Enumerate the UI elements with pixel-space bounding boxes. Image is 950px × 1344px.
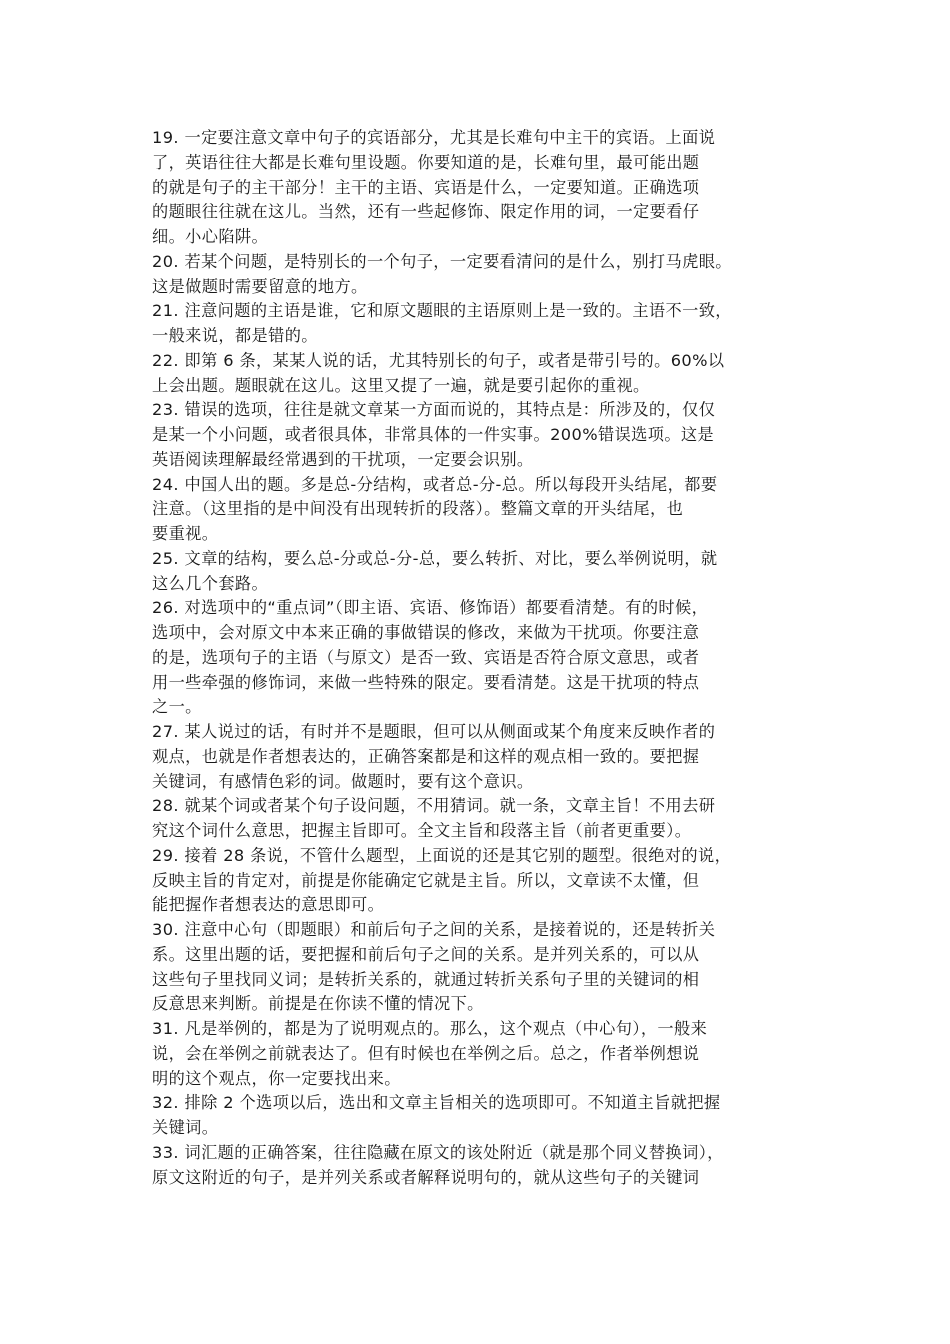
text-line: 细。小心陷阱。: [152, 227, 269, 246]
text-line: 24. 中国人出的题。多是总-分结构，或者总-分-总。所以每段开头结尾，都要: [152, 474, 718, 494]
text-line: 28. 就某个词或者某个句子设问题，不用猜词。就一条，文章主旨！不用去研: [152, 796, 716, 816]
text-line: 一般来说，都是错的。: [152, 326, 318, 345]
text-line: 30. 注意中心句（即题眼）和前后句子之间的关系，是接着说的，还是转折关: [152, 920, 716, 939]
text-line: 选项中，会对原文中本来正确的事做错误的修改，来做为干扰项。你要注意: [152, 623, 700, 642]
text-line: 19. 一定要注意文章中句子的宾语部分，尤其是长难句中主干的宾语。上面说: [152, 128, 716, 147]
text-line: 26. 对选项中的“重点词”（即主语、宾语、修饰语）都要看清楚。有的时候，: [152, 598, 709, 618]
text-line: 能把握作者想表达的意思即可。: [152, 895, 385, 915]
text-line: 是某一个小问题，或者很具体，非常具体的一件实事。200%错误选项。这是: [152, 425, 715, 444]
text-line: 明的这个观点，你一定要找出来。: [152, 1068, 401, 1088]
text-line: 32. 排除 2 个选项以后，选出和文章主旨相关的选项即可。不知道主旨就把握: [152, 1093, 721, 1113]
text-line: 系。这里出题的话，要把握和前后句子之间的关系。是并列关系的，可以从: [152, 944, 700, 964]
text-line: 这些句子里找同义词；是转折关系的，就通过转折关系句子里的关键词的相: [152, 969, 700, 989]
text-line: 反映主旨的肯定对，前提是你能确定它就是主旨。所以，文章读不太懂，但: [152, 870, 700, 890]
text-line: 这是做题时需要留意的地方。: [152, 276, 368, 296]
text-line: 21. 注意问题的主语是谁，它和原文题眼的主语原则上是一致的。主语不一致，: [152, 301, 732, 321]
text-line: 关键词，有感情色彩的词。做题时，要有这个意识。: [152, 771, 534, 791]
text-line: 之一。: [152, 697, 202, 717]
text-line: 23. 错误的选项，往往是就文章某一方面而说的，其特点是：所涉及的，仅仅: [152, 400, 716, 420]
text-line: 注意。（这里指的是中间没有出现转折的段落）。整篇文章的开头结尾，也: [152, 499, 684, 519]
text-line: 20. 若某个问题，是特别长的一个句子，一定要看清问的是什么，别打马虎眼。: [152, 251, 732, 271]
text-line: 上会出题。题眼就在这儿。这里又提了一遍，就是要引起你的重视。: [152, 375, 650, 395]
text-line: 25. 文章的结构，要么总-分或总-分-总，要么转折、对比，要么举例说明，就: [152, 548, 718, 568]
text-line: 这么几个套路。: [152, 573, 269, 593]
text-line: 反意思来判断。前提是在你读不懂的情况下。: [152, 994, 484, 1014]
text-line: 关键词。: [152, 1118, 219, 1137]
text-line: 用一些牵强的修饰词，来做一些特殊的限定。要看清楚。这是干扰项的特点: [152, 672, 700, 692]
text-line: 的是，选项句子的主语（与原文）是否一致、宾语是否符合原文意思，或者: [152, 647, 700, 667]
text-line: 观点，也就是作者想表达的，正确答案都是和这样的观点相一致的。要把握: [152, 746, 700, 766]
text-line: 的题眼往往就在这儿。当然，还有一些起修饰、限定作用的词，一定要看仔: [152, 202, 700, 222]
text-line: 原文这附近的句子，是并列关系或者解释说明句的，就从这些句子的关键词: [152, 1167, 700, 1187]
text-line: 27. 某人说过的话，有时并不是题眼，但可以从侧面或某个角度来反映作者的: [152, 722, 716, 741]
text-line: 的就是句子的主干部分！主干的主语、宾语是什么，一定要知道。正确选项: [152, 177, 700, 197]
text-line: 了，英语往往大都是长难句里设题。你要知道的是，长难句里，最可能出题: [152, 152, 700, 172]
document-body: [152, 126, 812, 1190]
text-line: 英语阅读理解最经常遇到的干扰项，一定要会识别。: [152, 449, 534, 469]
text-line: 33. 词汇题的正确答案，往往隐藏在原文的该处附近（就是那个同义替换词），: [152, 1142, 724, 1162]
text-line: 要重视。: [152, 524, 219, 543]
text-line: 说，会在举例之前就表达了。但有时候也在举例之后。总之，作者举例想说: [152, 1043, 700, 1063]
text-line: 31. 凡是举例的，都是为了说明观点的。那么，这个观点（中心句），一般来: [152, 1019, 708, 1038]
text-line: 22. 即第 6 条，某某人说的话，尤其特别长的句子，或者是带引号的。60%以: [152, 350, 725, 370]
text-line: 29. 接着 28 条说，不管什么题型，上面说的还是其它别的题型。很绝对的说，: [152, 845, 732, 865]
text-line: 究这个词什么意思，把握主旨即可。全文主旨和段落主旨（前者更重要）。: [152, 821, 692, 840]
